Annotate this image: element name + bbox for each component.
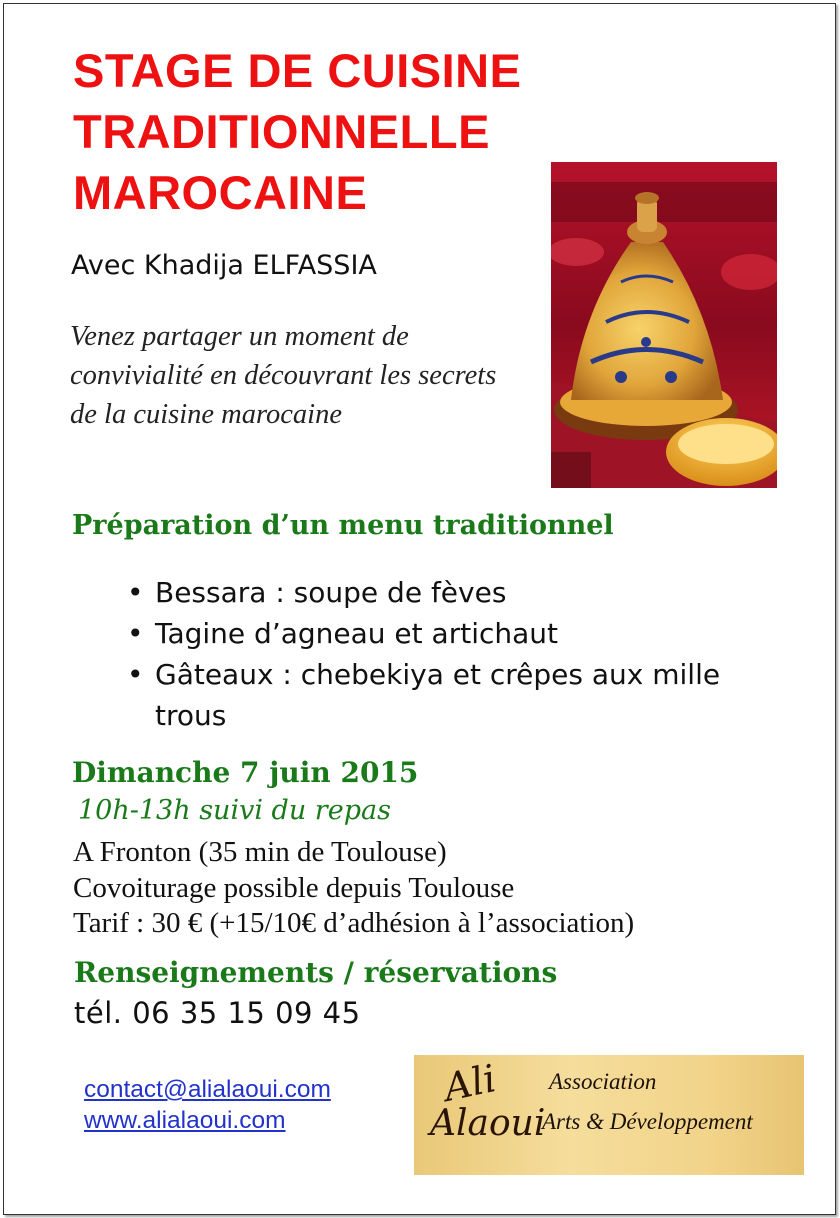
association-logo	[414, 1055, 804, 1175]
title-line-1: STAGE DE CUISINE	[73, 44, 522, 97]
website-link[interactable]: www.alialaoui.com	[84, 1107, 286, 1134]
logo-script-ali: Ali	[439, 1056, 500, 1110]
contact-phone: tél. 06 35 15 09 45	[74, 996, 361, 1030]
tagine-photo	[551, 162, 777, 488]
contact-links	[84, 1074, 331, 1136]
menu-item: • Gâteaux : chebekiya et crêpes aux mille trous	[155, 654, 795, 736]
event-carpool: Covoiturage possible depuis Toulouse	[73, 871, 515, 904]
contact-heading: Renseignements / réservations	[74, 956, 558, 989]
title-line-3: MAROCAINE	[73, 166, 368, 219]
title-line-2: TRADITIONNELLE	[73, 105, 490, 158]
menu-item: • Bessara : soupe de fèves	[155, 572, 795, 613]
intro-text: Venez partager un moment de convivialité en découvrant les secrets de la cuisine marocaine	[70, 321, 497, 430]
event-date: Dimanche 7 juin 2015	[72, 756, 419, 789]
page-title	[73, 40, 521, 223]
menu-heading: Préparation d’un menu traditionnel	[72, 510, 614, 541]
event-price: Tarif : 30 € (+15/10€ d’adhésion à l’association)	[73, 907, 635, 939]
email-link[interactable]: contact@alialaoui.com	[84, 1076, 331, 1103]
event-time: 10h-13h suivi du repas	[78, 795, 391, 826]
logo-association-text: Association	[549, 1069, 657, 1094]
menu-list	[155, 572, 795, 736]
event-info	[73, 835, 634, 942]
host-line: Avec Khadija ELFASSIA	[71, 250, 377, 281]
logo-arts-text: Arts & Développement	[542, 1109, 753, 1134]
logo-script-alaoui: Alaoui	[430, 1103, 546, 1144]
menu-item: • Tagine d’agneau et artichaut	[155, 613, 795, 654]
event-location: A Fronton (35 min de Toulouse)	[73, 836, 447, 868]
